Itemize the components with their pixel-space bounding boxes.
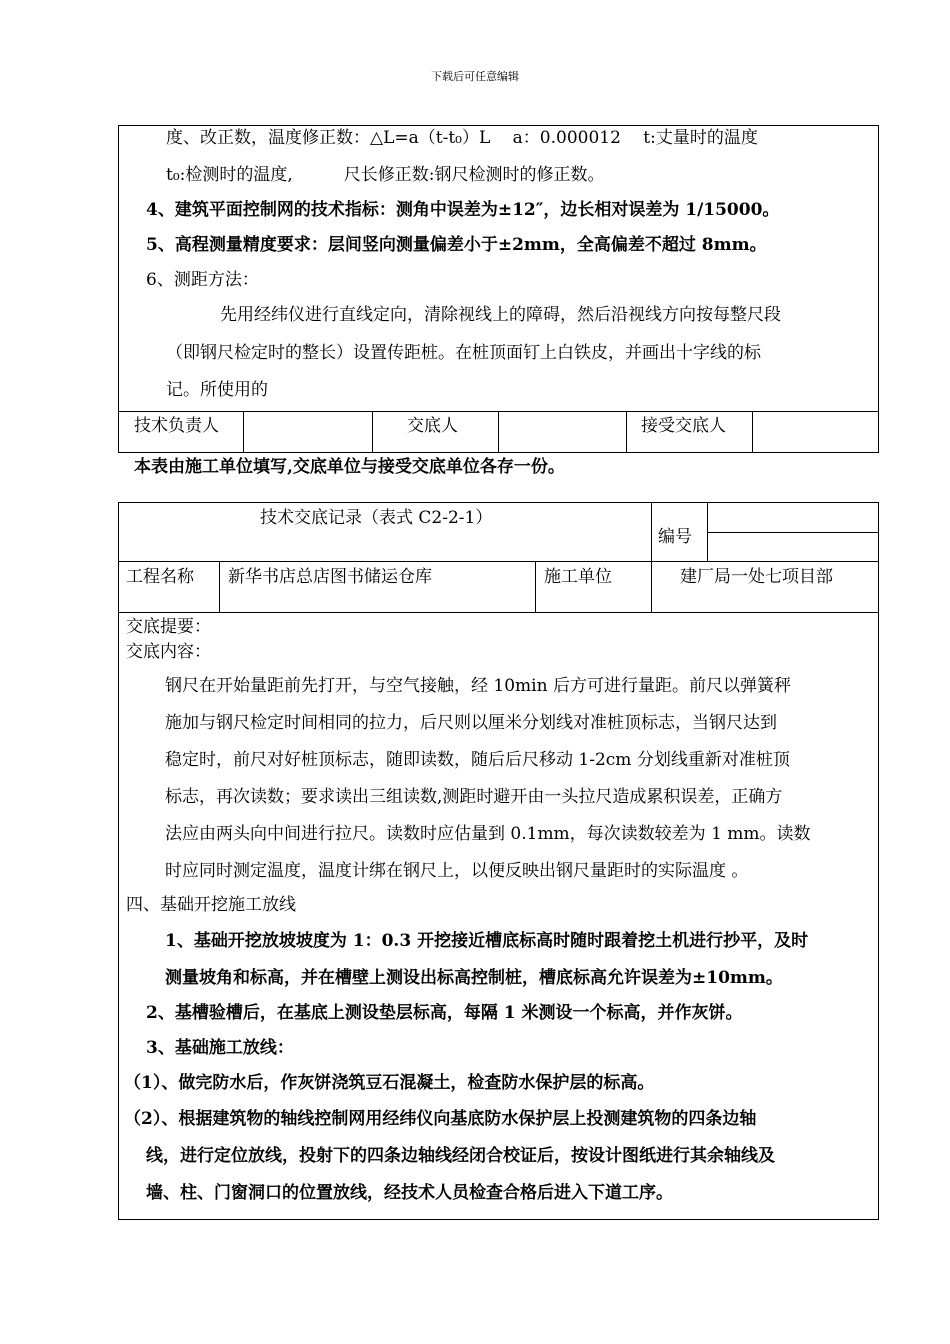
text-line: 2、基槽验槽后，在基底上测设垫层标高，每隔 1 米测设一个标高，并作灰饼。 xyxy=(146,1003,743,1023)
text-line: 施加与钢尺检定时间相同的拉力，后尺则以厘米分划线对准桩顶标志，当钢尺达到 xyxy=(165,713,777,733)
tech-lead-label: 技术负责人 xyxy=(134,416,219,436)
project-name-label: 工程名称 xyxy=(126,567,194,587)
text-line: （2）、根据建筑物的轴线控制网用经纬仪向基底防水保护层上投测建筑物的四条边轴 xyxy=(124,1109,757,1129)
header-note: 下载后可任意编辑 xyxy=(431,70,519,83)
content-label: 交底内容： xyxy=(126,642,211,662)
section-heading: 四、基础开挖施工放线 xyxy=(126,895,296,915)
form-title: 技术交底记录（表式 C2-2-1） xyxy=(260,508,493,528)
builder-label: 施工单位 xyxy=(544,567,612,587)
text-line: 标志，再次读数；要求读出三组读数,测距时避开由一头拉尺造成累积误差，正确方 xyxy=(165,787,783,807)
text-line: 度、改正数，温度修正数：△L=a（t-t₀）L a：0.000012 t:丈量时的温度 xyxy=(166,128,758,148)
text-line: 1、基础开挖放坡坡度为 1：0.3 开挖接近槽底标高时随时跟着挖土机进行抄平，及时 xyxy=(165,931,809,951)
text-line: t₀:检测时的温度, 尺长修正数:钢尺检测时的修正数。 xyxy=(166,165,605,185)
text-line: 测量坡角和标高，并在槽壁上测设出标高控制桩，槽底标高允许误差为±10mm。 xyxy=(165,968,783,988)
text-line: 墙、柱、门窗洞口的位置放线，经技术人员检查合格后进入下道工序。 xyxy=(146,1183,673,1203)
text-line: 稳定时，前尺对好桩顶标志，随即读数，随后后尺移动 1-2cm 分划线重新对准桩顶 xyxy=(165,750,790,770)
project-name-value: 新华书店总店图书储运仓库 xyxy=(228,567,432,587)
text-line: 法应由两头向中间进行拉尺。读数时应估量到 0.1mm，每次读数较差为 1 mm。读数 xyxy=(165,824,811,844)
handover-person-label: 交底人 xyxy=(407,416,458,436)
text-line: 5、高程测量精度要求：层间竖向测量偏差小于±2mm，全高偏差不超过 8mm。 xyxy=(146,235,767,255)
receiver-label: 接受交底人 xyxy=(641,416,726,436)
text-line: 4、建筑平面控制网的技术指标：测角中误差为±12″，边长相对误差为 1/15000。 xyxy=(146,200,780,220)
text-line: 钢尺在开始量距前先打开，与空气接触，经 10min 后方可进行量距。前尺以弹簧秤 xyxy=(165,676,791,696)
number-label: 编号 xyxy=(658,527,692,547)
text-line: 6、测距方法： xyxy=(146,270,259,290)
text-line: 先用经纬仪进行直线定向，清除视线上的障碍，然后沿视线方向按每整尺段 xyxy=(220,305,781,325)
text-line: （即钢尺检定时的整长）设置传距桩。在桩顶面钉上白铁皮，并画出十字线的标 xyxy=(166,343,761,363)
text-line: （1）、做完防水后，作灰饼浇筑豆石混凝土，检查防水保护层的标高。 xyxy=(124,1073,655,1093)
text-line: 记。所使用的 xyxy=(166,380,268,400)
filing-note: 本表由施工单位填写,交底单位与接受交底单位各存一份。 xyxy=(134,457,565,477)
text-line: 3、基础施工放线： xyxy=(146,1038,294,1058)
text-line: 线，进行定位放线，投射下的四条边轴线经闭合校证后，按设计图纸进行其余轴线及 xyxy=(146,1146,775,1166)
builder-value: 建厂局一处七项目部 xyxy=(680,567,833,587)
text-line: 时应同时测定温度，温度计绑在钢尺上，以便反映出钢尺量距时的实际温度 。 xyxy=(165,861,749,881)
summary-label: 交底提要： xyxy=(126,617,211,637)
